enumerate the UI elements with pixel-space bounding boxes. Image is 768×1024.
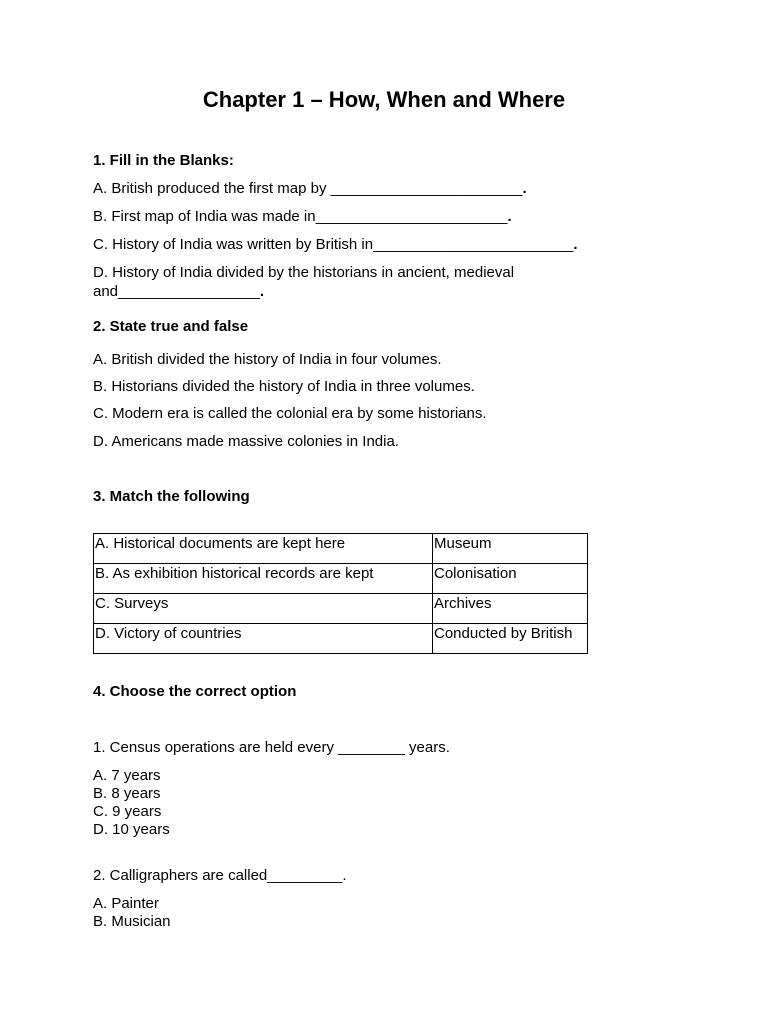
- match-table: [93, 533, 588, 654]
- match-left-cell: A. Historical documents are kept here: [94, 534, 433, 564]
- table-row: [94, 594, 588, 624]
- table-row: [94, 564, 588, 594]
- true-false-item-a: A. British divided the history of India in four volumes.: [93, 351, 442, 368]
- page-title: Chapter 1 – How, When and Where: [202, 87, 566, 112]
- match-left-cell: D. Victory of countries: [94, 624, 433, 654]
- choose-q1-option-a: A. 7 years: [93, 767, 161, 784]
- true-false-heading: 2. State true and false: [93, 318, 249, 335]
- choose-question-2: 2. Calligraphers are called_________.: [93, 867, 347, 884]
- table-row: [94, 534, 588, 564]
- choose-q1-option-d: D. 10 years: [93, 821, 170, 838]
- table-row: [94, 624, 588, 654]
- choose-heading: 4. Choose the correct option: [93, 683, 297, 700]
- fill-blank-item-a: A. British produced the first map by _______________________.: [93, 180, 527, 197]
- choose-q2-option-a: A. Painter: [93, 895, 159, 912]
- choose-q1-option-b: B. 8 years: [93, 785, 161, 802]
- match-right-cell: Conducted by British: [433, 624, 588, 654]
- match-right-cell: Museum: [433, 534, 588, 564]
- fill-blank-item-b: B. First map of India was made in_______________________.: [93, 208, 512, 225]
- fill-blank-item-c: C. History of India was written by British in________________________.: [93, 236, 578, 253]
- true-false-item-c: C. Modern era is called the colonial era by some historians.: [93, 405, 487, 422]
- true-false-item-d: D. Americans made massive colonies in India.: [93, 433, 399, 450]
- choose-q1-option-c: C. 9 years: [93, 803, 162, 820]
- match-left-cell: B. As exhibition historical records are kept: [94, 564, 433, 594]
- fill-blank-item-d: D. History of India divided by the historians in ancient, medieval: [93, 264, 515, 281]
- match-heading: 3. Match the following: [93, 488, 250, 505]
- match-right-cell: Archives: [433, 594, 588, 624]
- true-false-item-b: B. Historians divided the history of India in three volumes.: [93, 378, 475, 395]
- match-left-cell: C. Surveys: [94, 594, 433, 624]
- fill-blanks-heading: 1. Fill in the Blanks:: [93, 152, 234, 169]
- choose-question-1: 1. Census operations are held every ________ years.: [93, 739, 450, 756]
- match-right-cell: Colonisation: [433, 564, 588, 594]
- choose-q2-option-b: B. Musician: [93, 913, 171, 930]
- fill-blank-item-d-continued: and_________________.: [93, 283, 265, 300]
